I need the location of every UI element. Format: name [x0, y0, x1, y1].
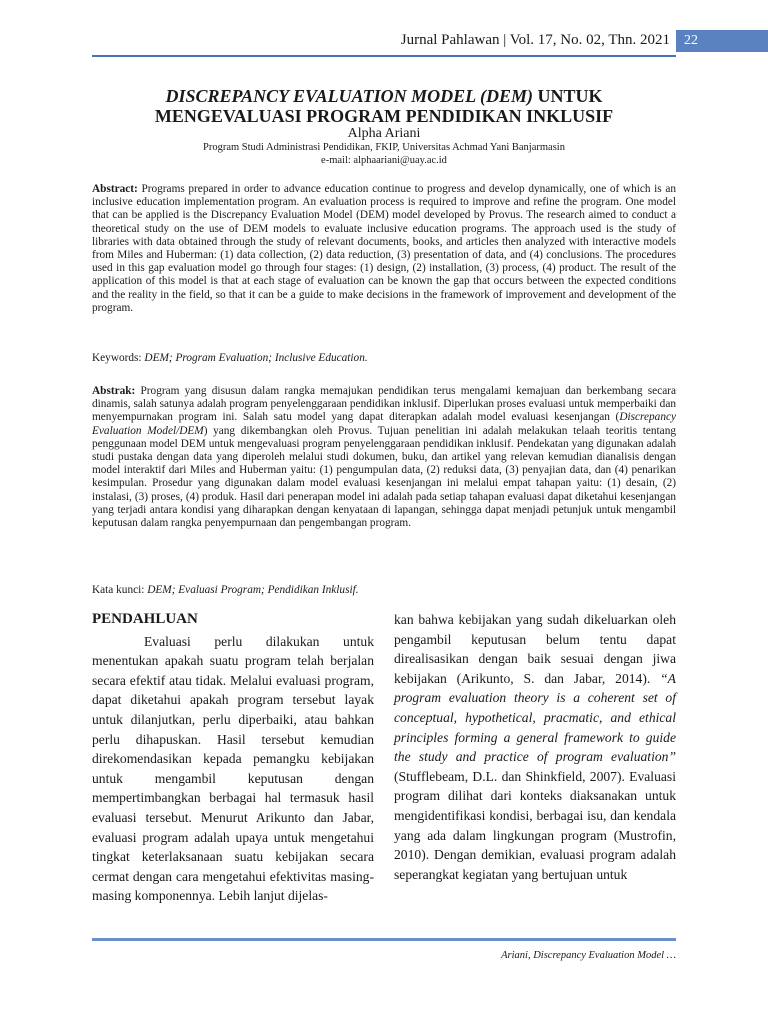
author-name: Alpha Ariani [347, 126, 421, 141]
keywords-english [92, 352, 676, 365]
abstract-indonesian [92, 385, 676, 530]
body-column-left [92, 610, 374, 906]
title-line2: MENGEVALUASI PROGRAM PENDIDIKAN INKLUSIF [154, 106, 614, 126]
paragraph-left: Evaluasi perlu dilakukan untuk menentukan apakah suatu program telah berjalan secara efektif atau tidak. Melalui evaluasi program, dapat diketahui apakah program tersebut layak untuk dilanjutkan, perlu diperbaiki, atau bahkan perlu dihapuskan. Hasil tersebut kemudian direkomendasikan kepada pemangku kebijakan untuk mengambil keputusan dengan mempertimbangkan berbagai hal termasuk hasil evaluasi tersebut. Menurut Arikunto dan Jabar, evaluasi program adalah upaya untuk mengetahui tingkat keterlaksanaan suatu kebijakan secara cermat dengan cara mengetahui efektivitas masing-masing komponennya. Lebih lanjut dijelas- [92, 633, 374, 904]
author-affiliation [0, 141, 768, 167]
page-header [0, 30, 768, 52]
keywords-label: Keywords: [92, 352, 145, 364]
section-heading: PENDAHLUAN [92, 611, 198, 627]
abstract-english [92, 183, 676, 315]
keywords-indonesian [92, 584, 676, 597]
paragraph-right-a: kan bahwa kebijakan yang sudah dikeluarkan oleh pengambil keputusan belum tentu dapat direalisasikan dengan baik sesuai dengan jiwa kebijakan (Arikunto, S. dan Jabar, 2014). [394, 612, 676, 686]
keywords-text: DEM; Program Evaluation; Inclusive Education. [144, 352, 368, 364]
author-email: e-mail: alphaariani@uay.ac.id [321, 155, 447, 166]
abstract-text: Programs prepared in order to advance education continue to progress and develop dynamically, one of which is an inclusive education implementation program. An evaluation process is required to improve and refine the program. One model that can be applied is the Discrepancy Evaluation Model (DEM) model developed by Provus. The research aimed to conduct a theoretical study on the use of DEM models to evaluate inclusive education programs. The approach used is the study of libraries with data obtained through the study of relevant documents, books, and articles then analyzed with interactive models from Miles and Huberman: (1) data collection, (2) data reduction, (3) presentation of data, and (4) conclusions. The procedures used in this gap evaluation model go through four stages: (1) design, (2) installation, (3) process, (4) product. The result of the application of this model is that at each stage of evaluation can be known the gap that occurs between the expected conditions and the reality in the field, so that it can be a guide to make decisions in the framework of improvement and development of the program. [92, 183, 676, 314]
abstrak-text-a: Program yang disusun dalam rangka memajukan pendidikan terus mengalami kemajuan dan berkembang secara dinamis, salah satunya adalah program penyelenggaraan pendidikan inklusif. Diperlukan proses evaluasi untuk memperbaiki dan menyempurnakan program ini. Salah satu model yang dapat diterapkan adalah model evaluasi kesenjangan ( [92, 385, 676, 424]
abstrak-text-italic: Discrepancy Evaluation Model/DEM [92, 411, 676, 437]
title-italic-part: DISCREPANCY EVALUATION MODEL (DEM) [165, 86, 534, 106]
page-number-badge: 22 [676, 30, 768, 52]
quote-italic: “A program evaluation theory is a coherent set of conceptual, hypothetical, pracmatic, and ethical principles forming a general framework to guide the study and practice of program evaluation” [394, 670, 676, 765]
title-line1-rest: UNTUK [533, 86, 603, 106]
header-divider [92, 55, 676, 57]
running-footer: Ariani, Discrepancy Evaluation Model … [501, 950, 676, 961]
kata-kunci-label: Kata kunci: [92, 584, 148, 596]
abstrak-text-b: ) yang dikembangkan oleh Provus. Tujuan penelitian ini adalah melakukan telaah teoritis tentang penggunaan model DEM untuk mengevaluasi program penyelenggaraan pendidikan inklusif. Pendekatan yang digunakan adalah studi pustaka dengan data yang diperoleh melalui studi dokumen, buku, dan artikel yang relevan kemudian dianalisis dengan model interaktif dari Miles and Huberman yaitu: (1) pengumpulan data, (2) reduksi data, (3) penyajian data, dan (4) penarikan kesimpulan. Prosedur yang digunakan dalam model evaluasi kesenjangan ini melalui empat tahapan yaitu: (1) desain, (2) instalasi, (3) proses, (4) produk. Hasil dari penerapan model ini adalah pada setiap tahapan evaluasi dapat diketahui kesenjangan yang terjadi antara kondisi yang diharapkan dengan kenyataan di lapangan, sehingga dapat menjadi petunjuk untuk mengambil keputusan dalam rangka penyempurnaan dan pengembangan program. [92, 424, 676, 530]
body-column-right [394, 610, 676, 884]
kata-kunci-text: DEM; Evaluasi Program; Pendidikan Inklusif. [147, 584, 359, 596]
abstract-label: Abstract: [92, 183, 138, 195]
journal-citation: Jurnal Pahlawan | Vol. 17, No. 02, Thn. 2021 [400, 32, 670, 48]
paper-title [0, 86, 768, 126]
abstrak-label: Abstrak: [92, 385, 136, 397]
affiliation-line: Program Studi Administrasi Pendidikan, FKIP, Universitas Achmad Yani Banjarmasin [203, 142, 565, 153]
paragraph-right-b: (Stufflebeam, D.L. dan Shinkfield, 2007). Evaluasi program dilihat dari konteks diaksanakan untuk mengidentifikasi kondisi, berbagai isu, dan kendala yang ada dalam lingkungan program (Mustrofin, 2010). Dengan demikian, evaluasi program adalah seperangkat kegiatan yang bertujuan untuk [394, 768, 676, 882]
footer-divider [92, 938, 676, 941]
